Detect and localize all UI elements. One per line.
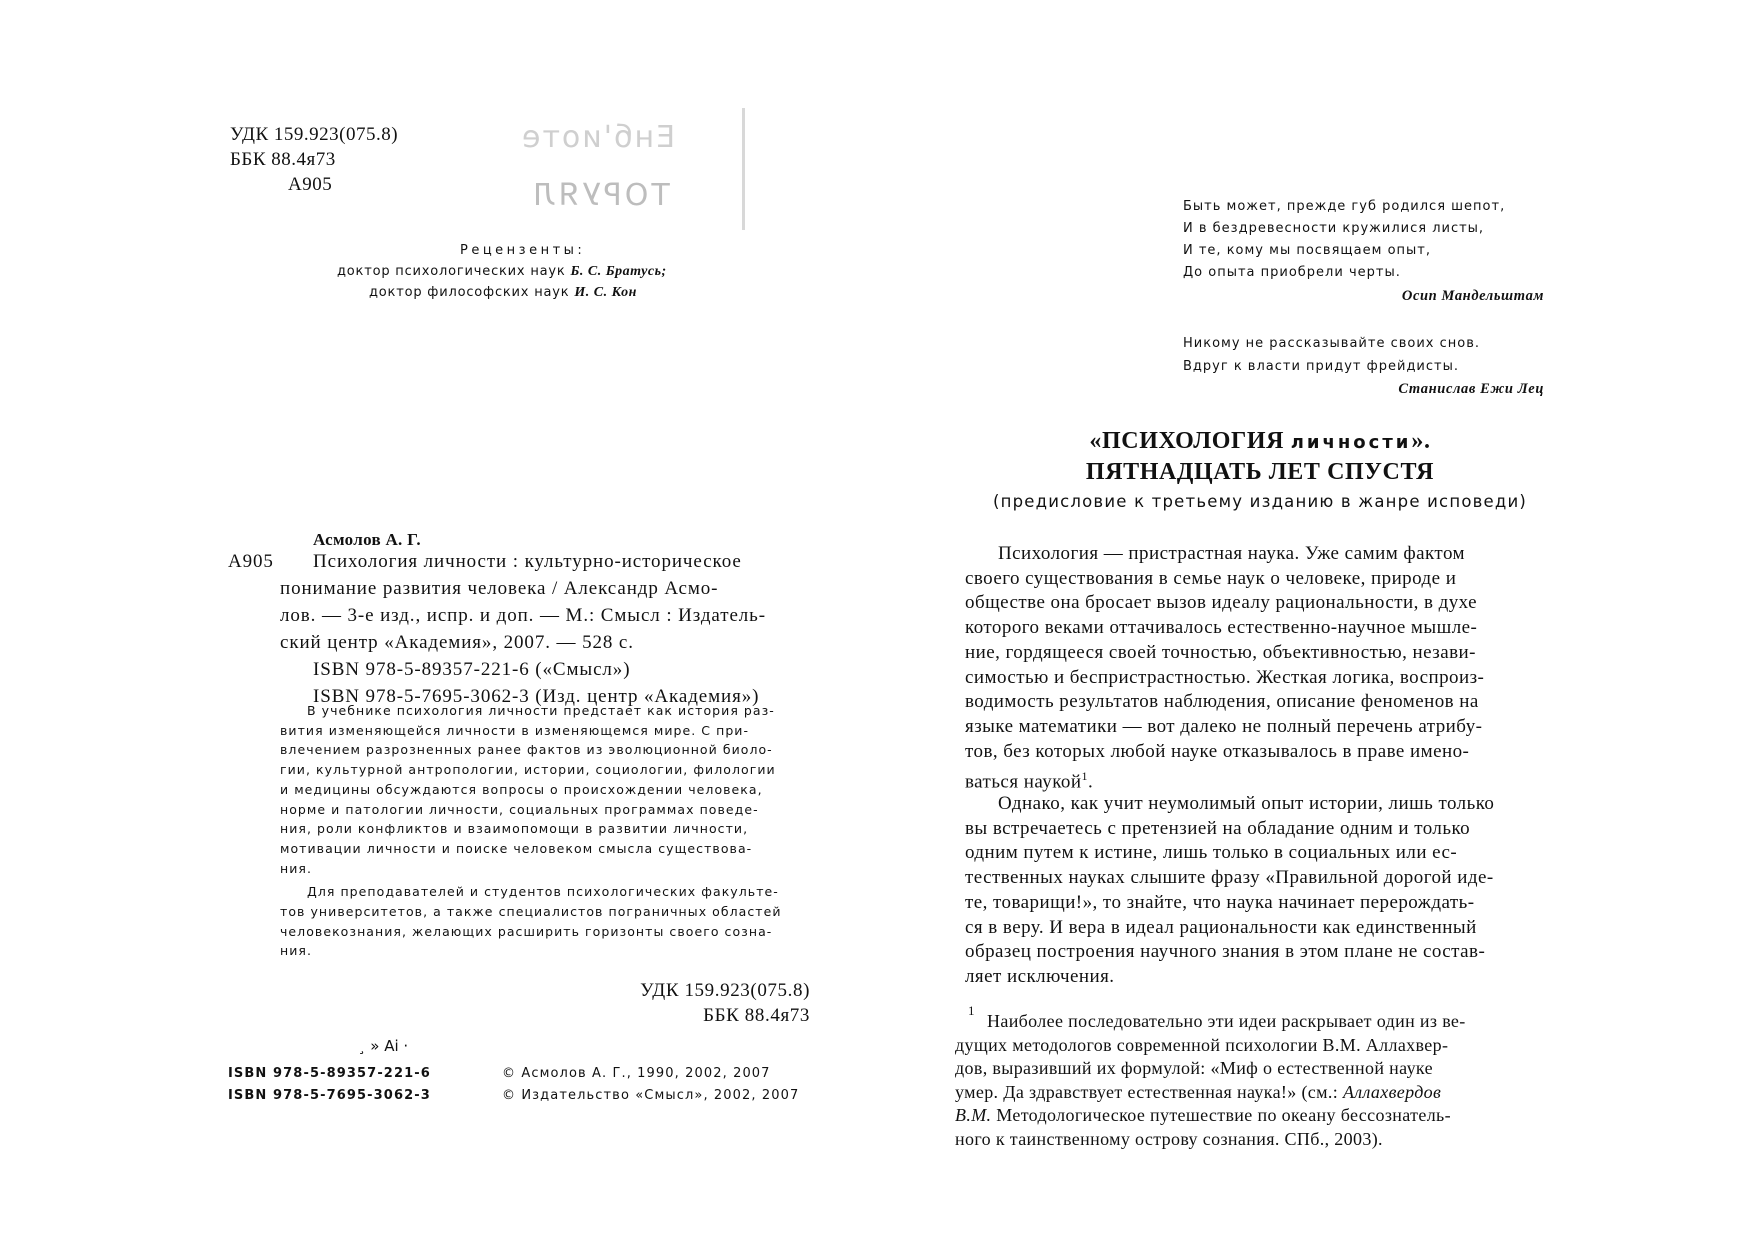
reviewer-line-1: [337, 264, 667, 280]
epigraph-line: Вдруг к власти придут фрейдисты.: [1183, 359, 1459, 374]
epigraph-2-author: Станислав Ежи Лец: [1398, 381, 1544, 397]
body-line: ся в веру. И вера в идеал рациональности как единственный: [965, 916, 1477, 938]
annotation-line: тов университетов, а также специалистов пограничных областей: [280, 904, 782, 920]
annotation-line: мотивации личности и поиске человеком смысла существова-: [280, 840, 753, 856]
epigraph-line: Никому не рассказывайте своих снов.: [1183, 336, 1481, 351]
classification-block: [230, 122, 398, 197]
epigraph-line: До опыта приобрели черты.: [1183, 265, 1401, 280]
record-isbn-1: ISBN 978-5-89357-221-6 («Смысл»): [313, 659, 631, 680]
body-line: которого веками оттачивалось естественно-научное мышле-: [965, 617, 1478, 639]
title-part-2: личности: [1290, 432, 1412, 453]
body-paragraph-1: [965, 542, 1484, 795]
annotation-line: Для преподавателей и студентов психологических факульте-: [307, 884, 779, 900]
body-line: [965, 764, 1484, 795]
body-last-line-text: ваться наукой: [965, 771, 1082, 793]
body-paragraph-2: [965, 792, 1494, 990]
body-line: водимость результатов наблюдения, описание феноменов на: [965, 691, 1479, 713]
body-line: Психология — пристрастная наука. Уже самим фактом: [998, 543, 1466, 564]
body-line: обществе она бросает вызов идеалу рациональности, в духе: [965, 592, 1478, 614]
body-line: тественных науках слышите фразу «Правильной дорогой иде-: [965, 867, 1494, 889]
body-line: одним путем к истине, лишь только в социальных или ес-: [965, 842, 1458, 864]
udk-code: УДК 159.923(075.8): [230, 124, 399, 145]
footnote-italic-initials: В.М.: [955, 1105, 992, 1125]
chapter-subtitle: (предисловие к третьему изданию в жанре исповеди): [992, 492, 1528, 511]
record-mark: А905: [228, 551, 274, 572]
publisher-mark: ¸ » Ai ·: [358, 1037, 409, 1055]
bottom-isbn-1: ISBN 978-5-89357-221-6: [228, 1066, 431, 1081]
epigraph-2: [1183, 332, 1480, 378]
copyright-1: © Асмолов А. Г., 1990, 2002, 2007: [502, 1066, 771, 1081]
footnote-number: 1: [968, 1003, 975, 1018]
stamp-text-1: Енб'иоте: [520, 120, 676, 155]
bottom-isbn-2: ISBN 978-5-7695-3062-3: [228, 1088, 431, 1103]
footnote-line: умер. Да здравствует естественная наука!» (см.: Аллахвердов: [955, 1081, 1442, 1102]
body-line: Однако, как учит неумолимый опыт истории, лишь только: [998, 793, 1495, 814]
reviewers-title: Рецензенты:: [460, 243, 586, 258]
body-line: языке математики — вот далеко не полный перечень атрибу-: [965, 715, 1483, 737]
body-line: вы встречаетесь с претензией на обладание одним и только: [965, 817, 1471, 839]
reviewer-2-name: И. С. Кон: [574, 285, 637, 300]
record-line-3: лов. — 3-е изд., испр. и доп. — М.: Смысл : Издатель-: [280, 605, 766, 626]
annotation-line: В учебнике психология личности предстает как история раз-: [307, 703, 775, 718]
body-line: симостью и беспристрастностью. Жесткая логика, воспроиз-: [965, 666, 1485, 688]
annotation-line: ния, роли конфликтов и взаимопомощи в развитии личности,: [280, 821, 749, 837]
title-part-3: ».: [1411, 428, 1431, 454]
chapter-title: [960, 428, 1560, 455]
epigraph-line: И те, кому мы посвящаем опыт,: [1183, 243, 1431, 258]
copyright-2: © Издательство «Смысл», 2002, 2007: [502, 1088, 800, 1103]
body-line: ние, гордящееся своей точностью, объективностью, незави-: [965, 641, 1476, 663]
footnote-line: В.М. Методологическое путешествие по океану бессознатель-: [955, 1105, 1451, 1125]
epigraph-line: Быть может, прежде губ родился шепот,: [1183, 199, 1506, 214]
footnote-line: ного к таинственному острову сознания. СПб., 2003).: [955, 1128, 1383, 1149]
title-part-1: «ПСИХОЛОГИЯ: [1089, 428, 1285, 454]
reviewer-line-2: [369, 285, 637, 301]
footnote-line: дущих методологов современной психологии В.М. Аллахвер-: [955, 1034, 1449, 1055]
annotation-line: влечением разрозненных ранее фактов из эволюционной биоло-: [280, 742, 773, 758]
annotation: [280, 701, 782, 961]
epigraph-line: И в бездревесности кружилися листы,: [1183, 221, 1485, 236]
footnote-italic-author: Аллахвердов: [1342, 1081, 1442, 1102]
bbk-code: ББК 88.4я73: [230, 149, 336, 170]
record-line-4: ский центр «Академия», 2007. — 528 с.: [280, 632, 634, 653]
annotation-line: гии, культурной антропологии, истории, социологии, филологии: [280, 762, 776, 778]
chapter-title-line-2: ПЯТНАДЦАТЬ ЛЕТ СПУСТЯ: [1085, 459, 1435, 485]
record-line-2: понимание развития человека / Александр Асмо-: [280, 578, 719, 599]
footnote-ref: 1: [1081, 769, 1088, 784]
body-line: своего существования в семье наук о человеке, природе и: [965, 567, 1457, 589]
record-isbn-2: ISBN 978-5-7695-3062-3 (Изд. центр «Академия»): [313, 686, 760, 707]
footnote-text: [955, 1010, 1466, 1151]
annotation-line: человекознания, желающих расширить горизонты своего созна-: [280, 923, 773, 939]
bottom-udk: УДК 159.923(075.8): [640, 980, 810, 1001]
footnote-line: Наиболее последовательно эти идеи раскрывает один из ве-: [987, 1011, 1466, 1031]
body-line: образец построения научного знания в этом плане не состав-: [965, 941, 1486, 963]
annotation-line: ния.: [280, 860, 312, 876]
body-line: тов, без которых любой науке отказывалось в праве имено-: [965, 740, 1470, 762]
author-mark: А905: [288, 174, 333, 195]
reviewer-1-degree: доктор психологических наук: [337, 264, 566, 279]
body-last-line-end: .: [1087, 771, 1094, 793]
footnote-line: дов, выразивший их формулой: «Миф о естественной науке: [955, 1058, 1433, 1078]
reviewer-1-name: Б. С. Братусь;: [570, 264, 667, 279]
record-line-1: Психология личности : культурно-историческое: [313, 551, 742, 572]
reviewer-2-degree: доктор философских наук: [369, 285, 570, 300]
annotation-line: вития изменяющейся личности в изменяющемся мире. С при-: [280, 722, 750, 738]
body-line: ляет исключения.: [965, 965, 1115, 987]
annotation-line: ния.: [280, 943, 312, 959]
body-line: те, товарищи!», то знайте, что наука начинает перерождать-: [965, 891, 1475, 913]
annotation-line: норме и патологии личности, социальных программах поведе-: [280, 801, 759, 817]
epigraph-1: [1183, 196, 1505, 284]
epigraph-1-author: Осип Мандельштам: [1401, 288, 1544, 304]
library-stamp: [520, 108, 745, 230]
record-author: Асмолов А. Г.: [313, 530, 421, 549]
stamp-text-2: ТОРУЯЛ: [530, 178, 670, 213]
bottom-bbk: ББК 88.4я73: [703, 1005, 810, 1026]
annotation-line: и медицины обсуждаются вопросы о происхождении человека,: [280, 781, 763, 797]
